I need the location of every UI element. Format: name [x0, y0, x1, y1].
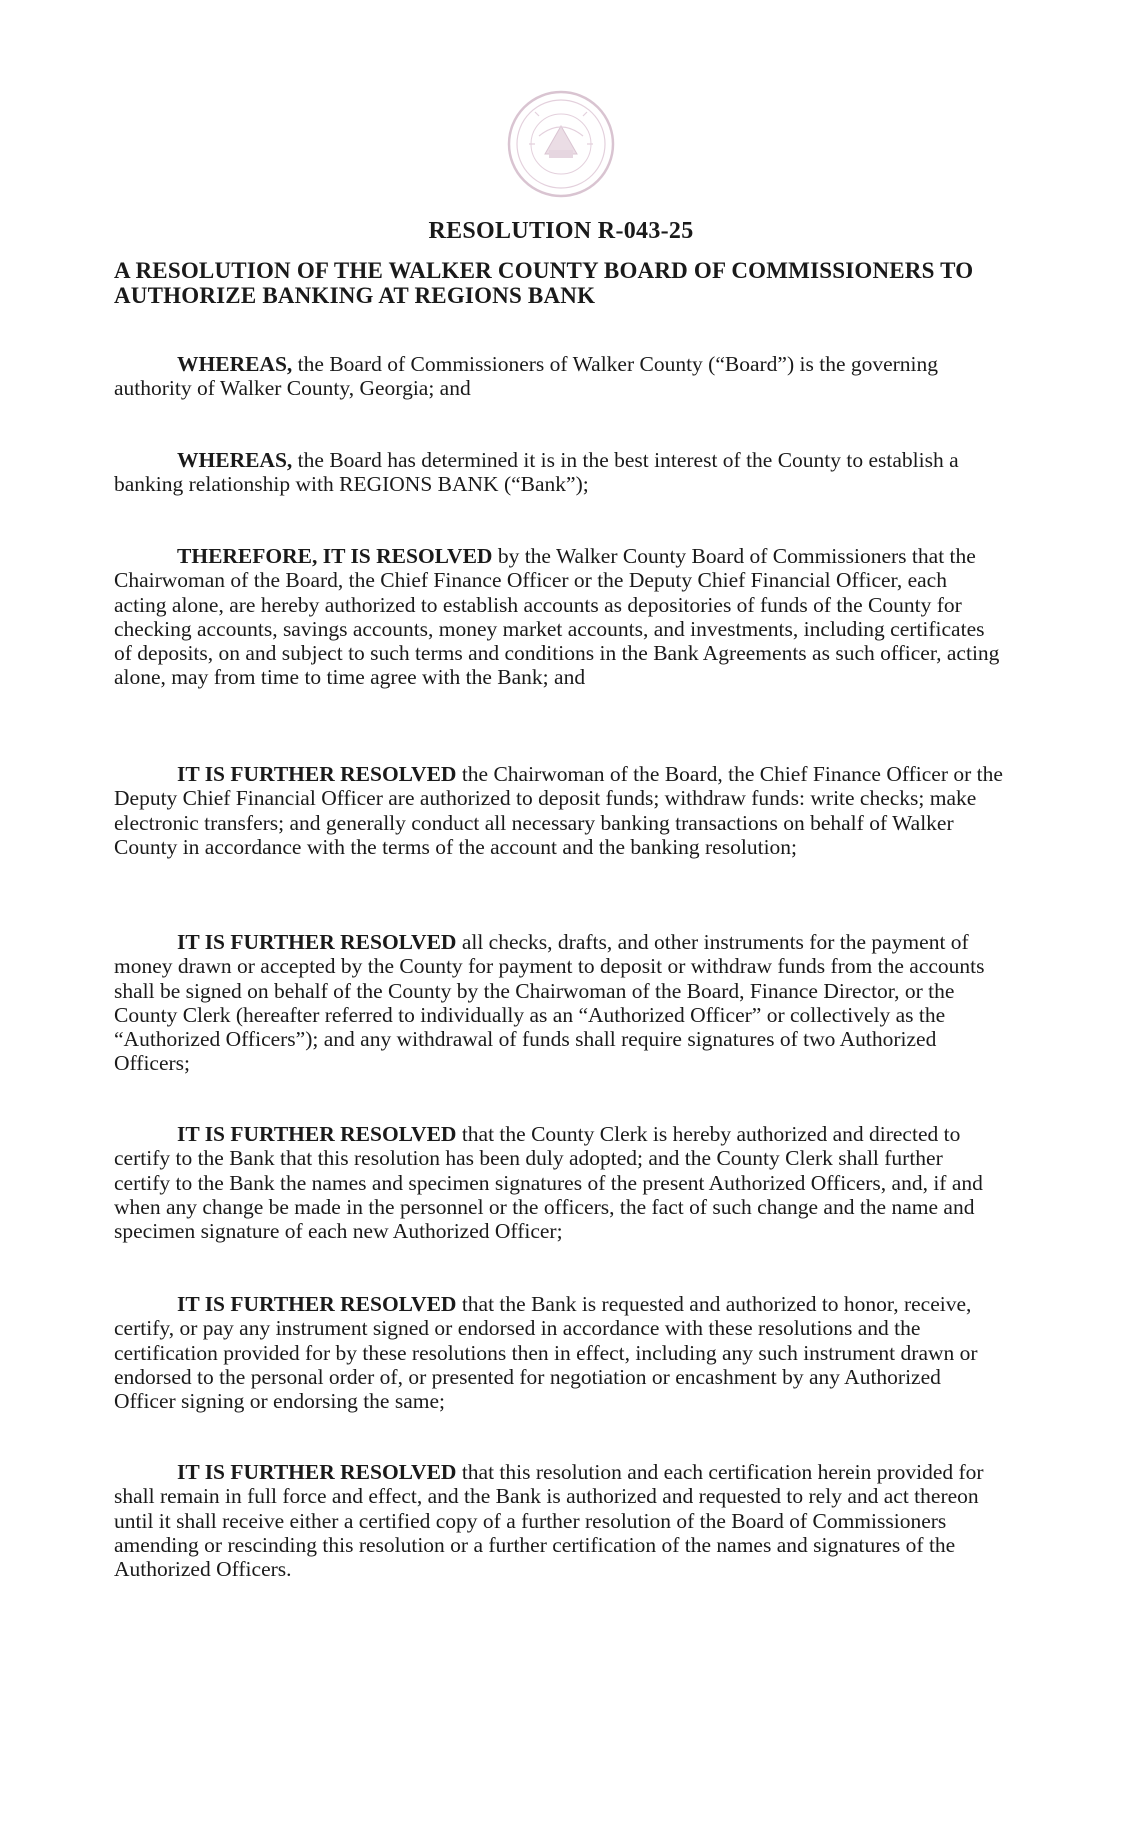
- paragraph-lead: IT IS FURTHER RESOLVED: [177, 930, 457, 954]
- paragraph-lead: WHEREAS,: [177, 352, 293, 376]
- further-resolved-paragraph-5: [114, 1460, 1004, 1581]
- resolution-title: A RESOLUTION OF THE WALKER COUNTY BOARD OF COMMISSIONERS TO AUTHORIZE BANKING AT REGIONS BANK: [114, 258, 974, 308]
- further-resolved-paragraph-4: [114, 1292, 1004, 1413]
- paragraph-text: the Board has determined it is in the best interest of the County to establish a banking relationship with REGIONS BANK (“Bank”);: [114, 448, 959, 497]
- paragraph-text: all checks, drafts, and other instruments for the payment of money drawn or accepted by the County for payment to deposit or withdraw funds from the accounts shall be signed on behalf of the County by the Chairwoman of the Board, Finance Director, or the County Clerk (hereafter referred to individually as an “Authorized Officer” or collectively as the “Authorized Officers”); and any withdrawal of funds shall require signatures of two Authorized Officers;: [114, 930, 985, 1076]
- paragraph-lead: IT IS FURTHER RESOLVED: [177, 1292, 457, 1316]
- further-resolved-paragraph-1: [114, 762, 1004, 859]
- paragraph-text: that the County Clerk is hereby authorized and directed to certify to the Bank that this resolution has been duly adopted; and the County Clerk shall further certify to the Bank the names and specimen signatures of the present Authorized Officers, and, if and when any change be made in the personnel or the officers, the fact of such change and the name and specimen signature of each new Authorized Officer;: [114, 1122, 983, 1244]
- whereas-paragraph-1: [114, 352, 1004, 401]
- paragraph-text: the Chairwoman of the Board, the Chief Finance Officer or the Deputy Chief Financial Officer are authorized to deposit funds; withdraw funds: write checks; make electronic transfers; and generally conduct all necessary banking transactions on behalf of Walker County in accordance with the terms of the account and the banking resolution;: [114, 762, 1003, 859]
- paragraph-text: by the Walker County Board of Commissioners that the Chairwoman of the Board, the Chief Finance Officer or the Deputy Chief Financial Officer, each acting alone, are hereby authorized to establish accounts as depositories of funds of the County for checking accounts, savings accounts, money market accounts, and investments, including certificates of deposits, on and subject to such terms and conditions in the Bank Agreements as such officer, acting alone, may from time to time agree with the Bank; and: [114, 544, 1000, 690]
- paragraph-text: that this resolution and each certification herein provided for shall remain in full force and effect, and the Bank is authorized and requested to rely and act thereon until it shall receive either a certified copy of a further resolution of the Board of Commissioners amending or rescinding this resolution or a further certification of the names and signatures of the Authorized Officers.: [114, 1460, 984, 1582]
- resolution-number: RESOLUTION R-043-25: [428, 218, 694, 244]
- whereas-paragraph-2: [114, 448, 1004, 497]
- county-seal-logo: [505, 88, 617, 200]
- paragraph-lead: WHEREAS,: [177, 448, 293, 472]
- further-resolved-paragraph-3: [114, 1122, 1004, 1243]
- paragraph-lead: IT IS FURTHER RESOLVED: [177, 1460, 457, 1484]
- paragraph-text: that the Bank is requested and authorized to honor, receive, certify, or pay any instrument signed or endorsed in accordance with these resolutions and the certification provided for by these resolutions then in effect, including any such instrument drawn or endorsed to the personal order of, or presented for negotiation or encashment by any Authorized Officer signing or endorsing the same;: [114, 1292, 978, 1414]
- paragraph-text: the Board of Commissioners of Walker County (“Board”) is the governing authority of Walker County, Georgia; and: [114, 352, 939, 401]
- paragraph-lead: IT IS FURTHER RESOLVED: [177, 1122, 457, 1146]
- paragraph-lead: THEREFORE, IT IS RESOLVED: [177, 544, 493, 568]
- paragraph-lead: IT IS FURTHER RESOLVED: [177, 762, 457, 786]
- seal-graphic: [505, 88, 617, 200]
- further-resolved-paragraph-2: [114, 930, 1004, 1076]
- therefore-resolved-paragraph: [114, 544, 1004, 690]
